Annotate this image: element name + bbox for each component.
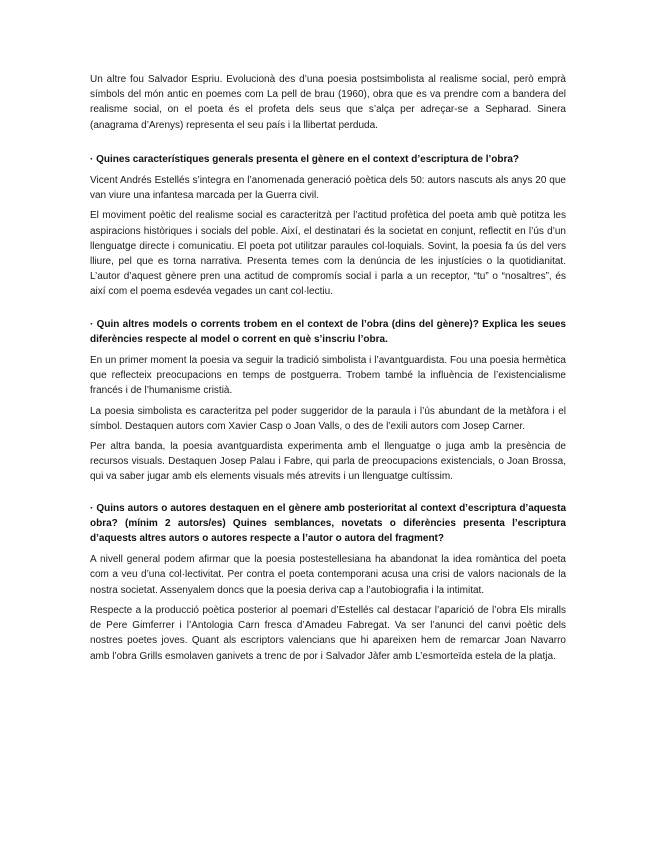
question-heading-genre-characteristics: · Quines característiques generals presenta el gènere en el context d’escriptura de l’obra?	[90, 153, 520, 165]
section3-paragraph-2: Respecte a la producció poètica posterior al poemari d’Estellés cal destacar l’aparició de l’obra Els miralls de Pere Gimferrer i l’Antologia Carn fresca d’Amadeu Fabregat. Va ser l’anunci del canvi poètic dels nostres poetes joves. Quant als escriptors valencians que hi apareixen hem de remarcar Joan Navarro amb l’obra Grills esmolaven ganivets a trenc de por i Salvador Jàfer amb L’esmorteïda estela de la platja.	[90, 604, 566, 662]
question-heading-other-models: · Quin altres models o corrents trobem en el context de l’obra (dins del gènere)? Explica les seues diferències respecte al model o corrent en què s’inscriu l’obra.	[90, 318, 566, 345]
document-page	[90, 72, 566, 669]
section2-paragraph-2: La poesia simbolista es caracteritza pel poder suggeridor de la paraula i l’ús abundant de la metàfora i el símbol. Destaquen autors com Xavier Casp o Joan Valls, o des de l’exili autors com Josep Carner.	[90, 405, 566, 432]
question-heading-later-authors: · Quins autors o autores destaquen en el gènere amb posterioritat al context d’escriptura d’aquesta obra? (mínim 2 autors/es) Quines semblances, novetats o diferències presenta l’escriptura d’aquests altres autors o autores respecte a l’autor o autora del fragment?	[90, 502, 566, 545]
section3-paragraph-1: A nivell general podem afirmar que la poesia postestellesiana ha abandonat la idea romàntica del poeta com a veu d’una col·lectivitat. Per contra el poeta contemporani acusa una crisi de valors nacionals de la nostra societat. Assenyalem doncs que la poesia deriva cap a l’autobiografia i la intimitat.	[90, 554, 566, 596]
section1-paragraph-1: Vicent Andrés Estellés s’integra en l’anomenada generació poètica dels 50: autors nascuts als anys 20 que van viure una infantesa marcada per la Guerra civil.	[90, 175, 566, 202]
section2-paragraph-3: Per altra banda, la poesia avantguardista experimenta amb el llenguatge o juga amb la presència de recursos visuals. Destaquen Josep Palau i Fabre, qui parla de preocupacions existencials, o Joan Brossa, qui va saber jugar amb els elements visuals més atrevits i un llenguatge cultíssim.	[90, 441, 566, 483]
section1-paragraph-2: El moviment poètic del realisme social es caracteritzà per l’actitud profètica del poeta amb què potitza les aspiracions històriques i socials del poble. Així, el destinatari és la societat en conjunt, reflectit en l’ús d’un llenguatge directe i comunicatiu. El poeta pot utilitzar paraules col·loquials. Sovint, la poesia fa ús del vers lliure, pel que es torna narrativa. Presenta temes com la denúncia de les injustícies o la quotidianitat. L’autor d’aquest gènere pren una actitud de compromís social i parla a un receptor, “tu” o “nosaltres”, és així com el poema esdevéa vegades un cant col·lectiu.	[90, 210, 566, 298]
section2-paragraph-1: En un primer moment la poesia va seguir la tradició simbolista i l’avantguardista. Fou una poesia hermètica que reflecteix preocupacions en temps de postguerra. Trobem també la influència de l’existencialisme francés i de l’humanisme cristià.	[90, 355, 566, 397]
intro-paragraph: Un altre fou Salvador Espriu. Evolucionà des d’una poesia postsimbolista al realisme social, però emprà símbols del món antic en poemes com La pell de brau (1960), obra que es va prendre com a bandera del realisme social, on el poeta és el profeta dels seus que s’alça per adreçar-se a Sepharad. Sinera (anagrama d’Arenys) representa el seu país i la llibertat perduda.	[90, 74, 566, 131]
